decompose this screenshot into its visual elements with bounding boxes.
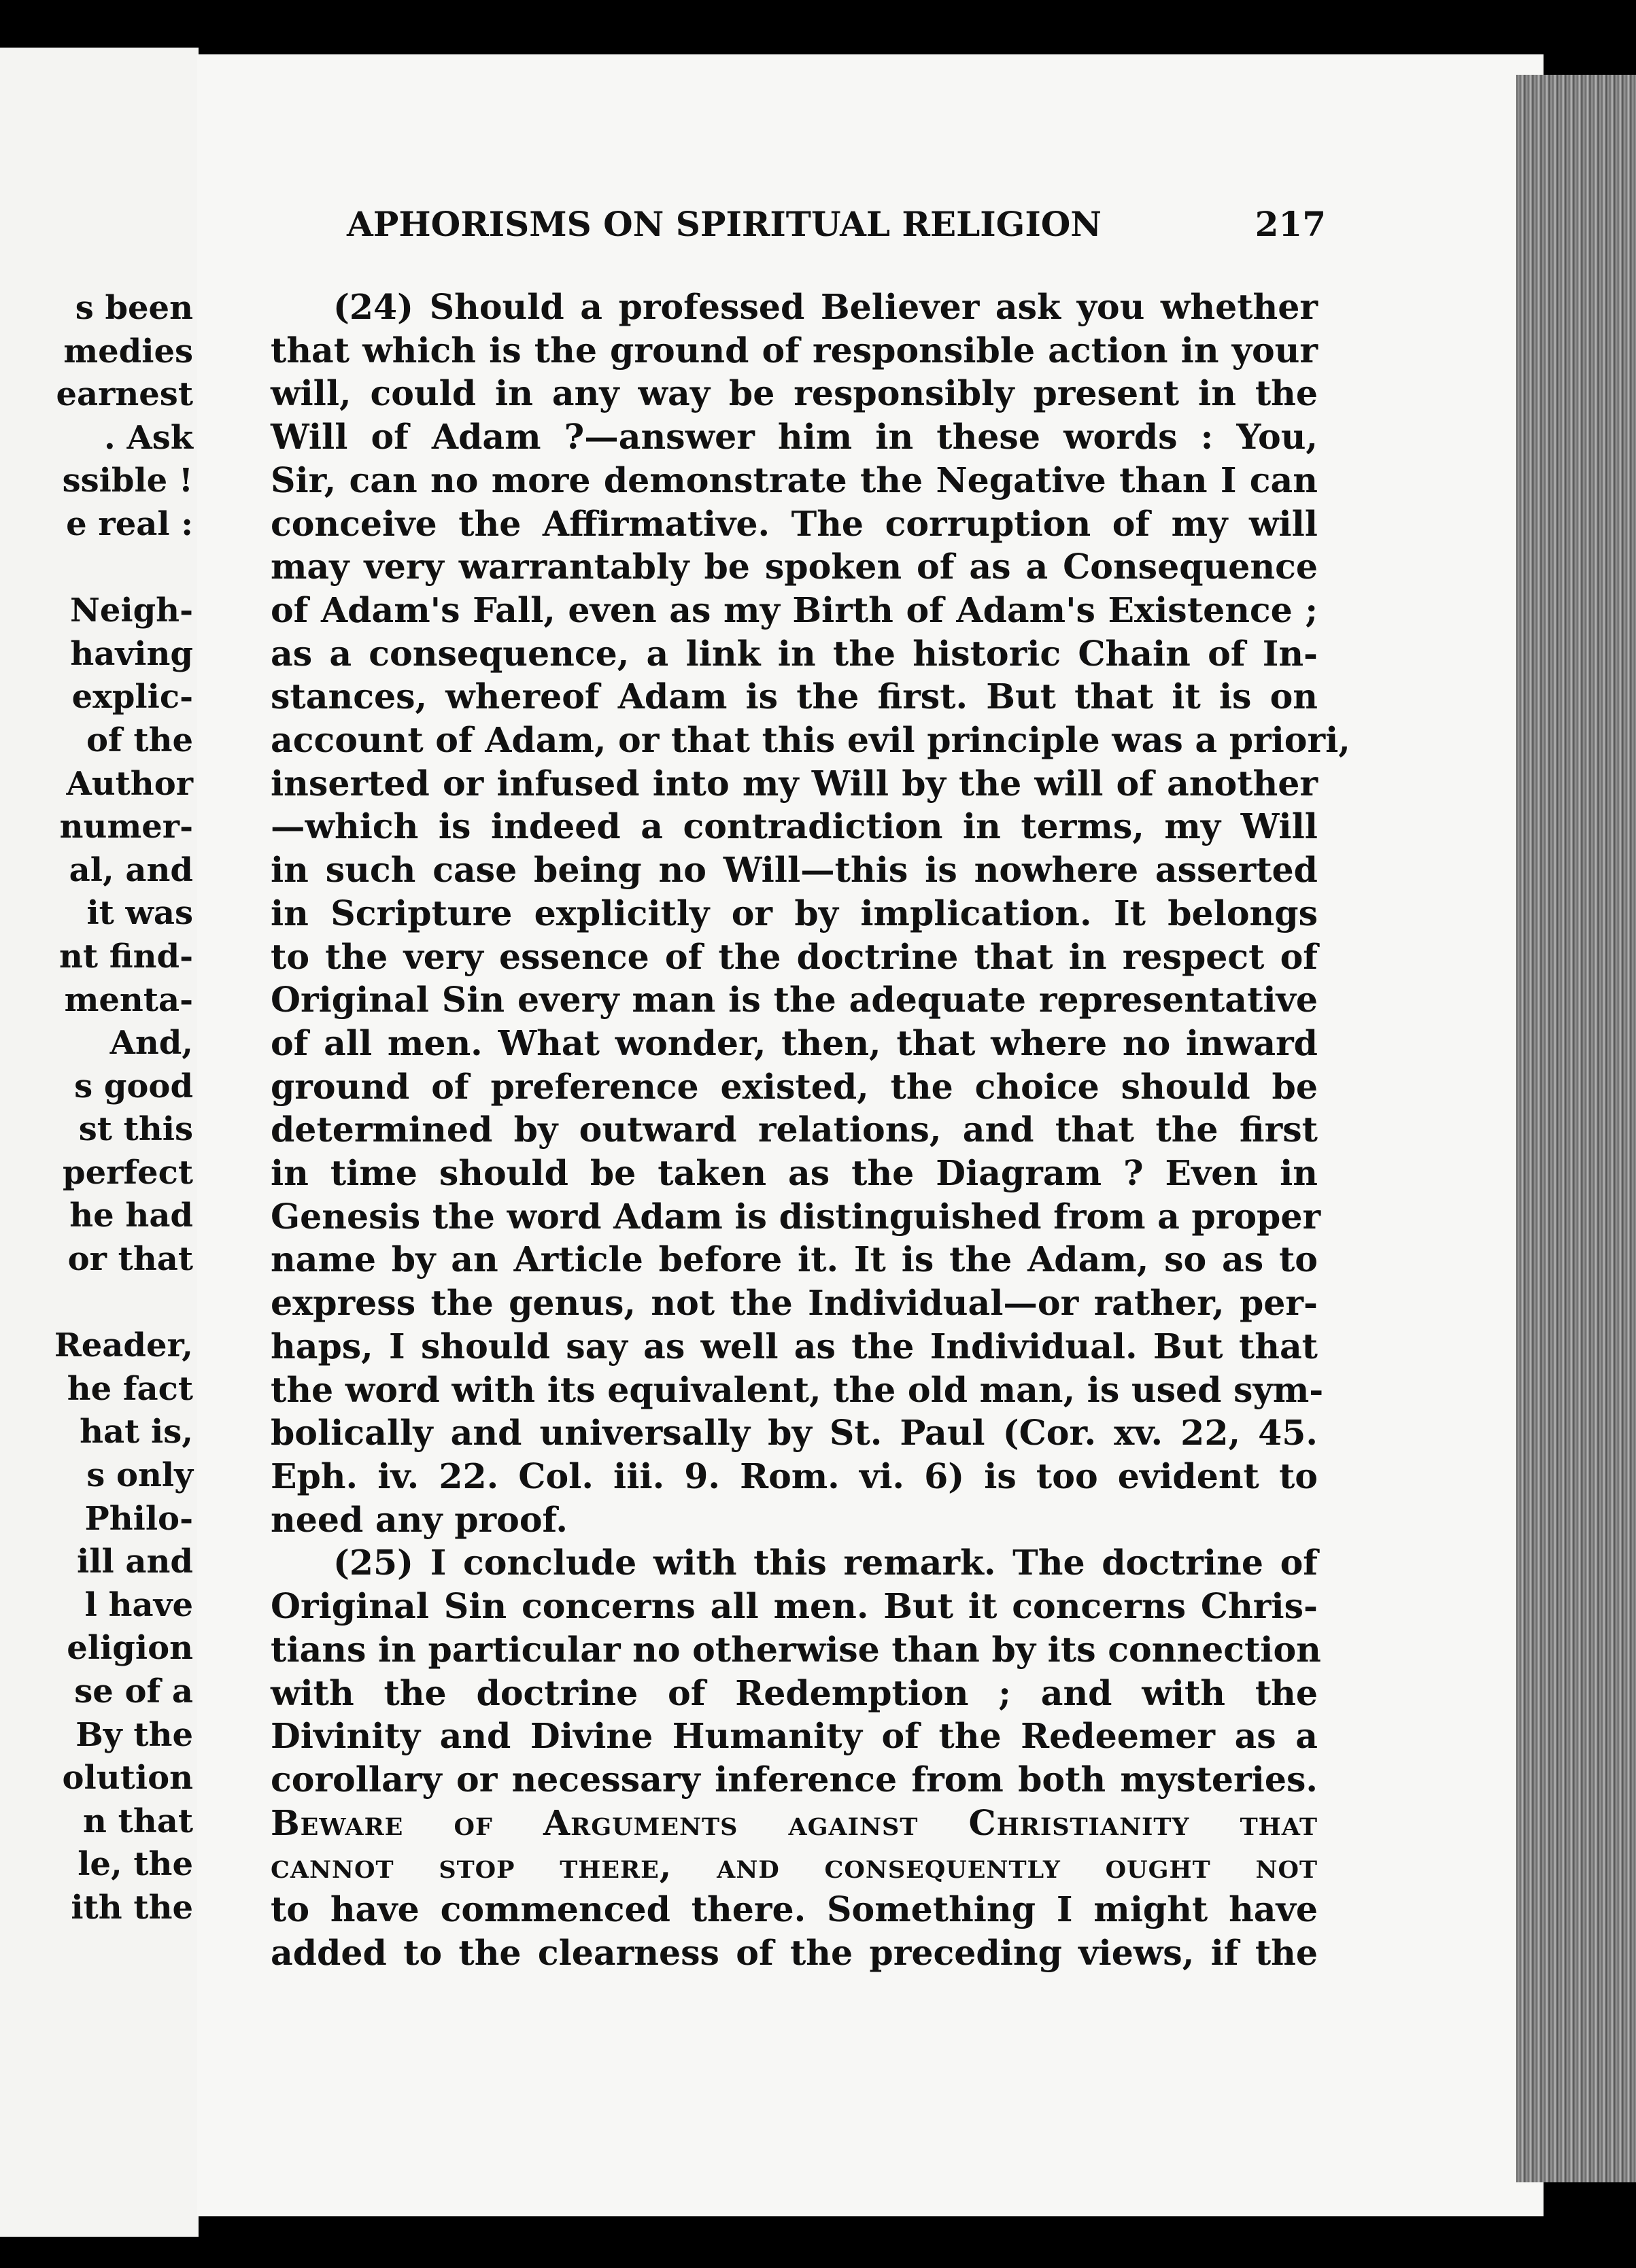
facing-page-line: he had [69,1197,193,1235]
facing-page-line: or that [67,1240,193,1279]
facing-page-line: s good [74,1067,193,1105]
facing-page-line: And, [109,1024,193,1063]
text-line: in such case being no Will—this is nowhere asserted [271,850,1318,891]
text-line: that which is the ground of responsible action in your [271,330,1318,371]
text-line: cannot stop there, and consequently ought not [271,1846,1318,1887]
text-line: stances, whereof Adam is the first. But that it is on [271,676,1318,717]
facing-page-line: Author [66,764,193,803]
text-line: account of Adam, or that this evil principle was a priori, [271,720,1350,761]
text-line: Will of Adam ?—answer him in these words : You, [271,417,1318,458]
facing-page-line: ssible ! [62,462,193,500]
facing-page-line: s been [75,289,193,327]
text-line: (24) Should a professed Believer ask you whether [333,287,1318,327]
facing-page-line: nt find- [58,937,193,976]
facing-page-line: se of a [74,1672,193,1711]
facing-page-line: eligion [67,1629,193,1668]
facing-page-line: Philo- [84,1499,193,1538]
facing-page-fragment [0,48,199,2237]
text-line: will, could in any way be responsibly present in the [271,373,1318,414]
running-head [347,204,1326,244]
text-line: haps, I should say as well as the Individual. But that [271,1326,1318,1367]
text-line: inserted or infused into my Will by the will of another [271,763,1318,804]
text-line: ground of preference existed, the choice should be [271,1066,1318,1107]
text-line: bolically and universally by St. Paul (Cor. xv. 22, 45. [271,1413,1318,1454]
text-line: added to the clearness of the preceding views, if the [271,1932,1318,1973]
text-line: (25) I conclude with this remark. The doctrine of [333,1543,1318,1583]
facing-page-line: ith the [71,1888,193,1927]
facing-page-line: medies [63,332,193,371]
facing-page-line: s only [86,1456,193,1495]
text-line: conceive the Affirmative. The corruption of my will [271,503,1318,544]
facing-page-line: olution [62,1759,193,1798]
facing-page-line: he fact [67,1369,193,1408]
text-line: the word with its equivalent, the old man, is used sym- [271,1369,1324,1410]
facing-page-text [0,287,193,1930]
facing-page-line: Reader, [54,1326,193,1365]
body-text [271,286,1350,1974]
text-line: to the very essence of the doctrine that in respect of [271,936,1318,977]
text-line: express the genus, not the Individual—or rather, per- [271,1283,1318,1324]
facing-page-line: it was [86,894,193,933]
facing-page-line: hat is, [80,1413,193,1451]
text-line: in time should be taken as the Diagram ? Even in [271,1153,1318,1194]
facing-page-line: . Ask [104,418,193,457]
text-line: Eph. iv. 22. Col. iii. 9. Rom. vi. 6) is too evident to [271,1456,1318,1496]
facing-page-line: numer- [59,808,193,846]
facing-page-line: perfect [63,1153,193,1192]
facing-page-line: explic- [71,678,193,717]
text-line: name by an Article before it. It is the Adam, so as to [271,1239,1318,1280]
text-line: determined by outward relations, and that the first [271,1110,1318,1150]
text-line: with the doctrine of Redemption ; and with the [271,1672,1318,1713]
text-line: of Adam's Fall, even as my Birth of Adam's Existence ; [271,589,1318,630]
text-line: to have commenced there. Something I might have [271,1889,1318,1930]
facing-page-line: le, the [78,1845,193,1884]
text-line: —which is indeed a contradiction in terms, my Will [271,806,1318,847]
text-line: in Scripture explicitly or by implication. It belongs [271,893,1318,933]
text-line: of all men. What wonder, then, that where no inward [271,1023,1318,1063]
facing-page-line: ill and [77,1543,193,1581]
facing-page-line: Neigh- [69,591,193,630]
facing-page-line: st this [78,1110,193,1149]
facing-page-line: al, and [69,850,193,889]
running-head-title: APHORISMS ON SPIRITUAL RELIGION [347,204,1102,244]
text-line: tians in particular no otherwise than by its connection [271,1629,1321,1670]
text-line: Original Sin every man is the adequate representative [271,980,1318,1020]
facing-page-line: of the [86,721,193,759]
page-block-edge [1516,75,1636,2182]
facing-page-line: n that [83,1802,193,1840]
facing-page-line: e real : [66,504,193,543]
text-line: Genesis the word Adam is distinguished from a proper [271,1196,1321,1237]
text-line: Divinity and Divine Humanity of the Redeemer as a [271,1716,1318,1757]
text-line: Sir, can no more demonstrate the Negative than I can [271,460,1318,500]
facing-page-line: l have [84,1585,193,1624]
text-line: corollary or necessary inference from both mysteries. [271,1759,1318,1800]
text-line: need any proof. [271,1499,568,1540]
facing-page-line: earnest [56,375,193,414]
text-line: Original Sin concerns all men. But it concerns Chris- [271,1586,1318,1627]
facing-page-line: having [70,634,193,673]
text-line: Beware of Arguments against Christianity that [271,1802,1318,1843]
facing-page-line [0,547,193,590]
facing-page-line: menta- [64,980,193,1019]
page-number: 217 [1255,204,1326,244]
facing-page-line [0,1282,193,1325]
text-line: may very warrantably be spoken of as a Consequence [271,547,1318,587]
text-line: as a consequence, a link in the historic Chain of In- [271,633,1318,674]
facing-page-line: By the [75,1715,193,1754]
